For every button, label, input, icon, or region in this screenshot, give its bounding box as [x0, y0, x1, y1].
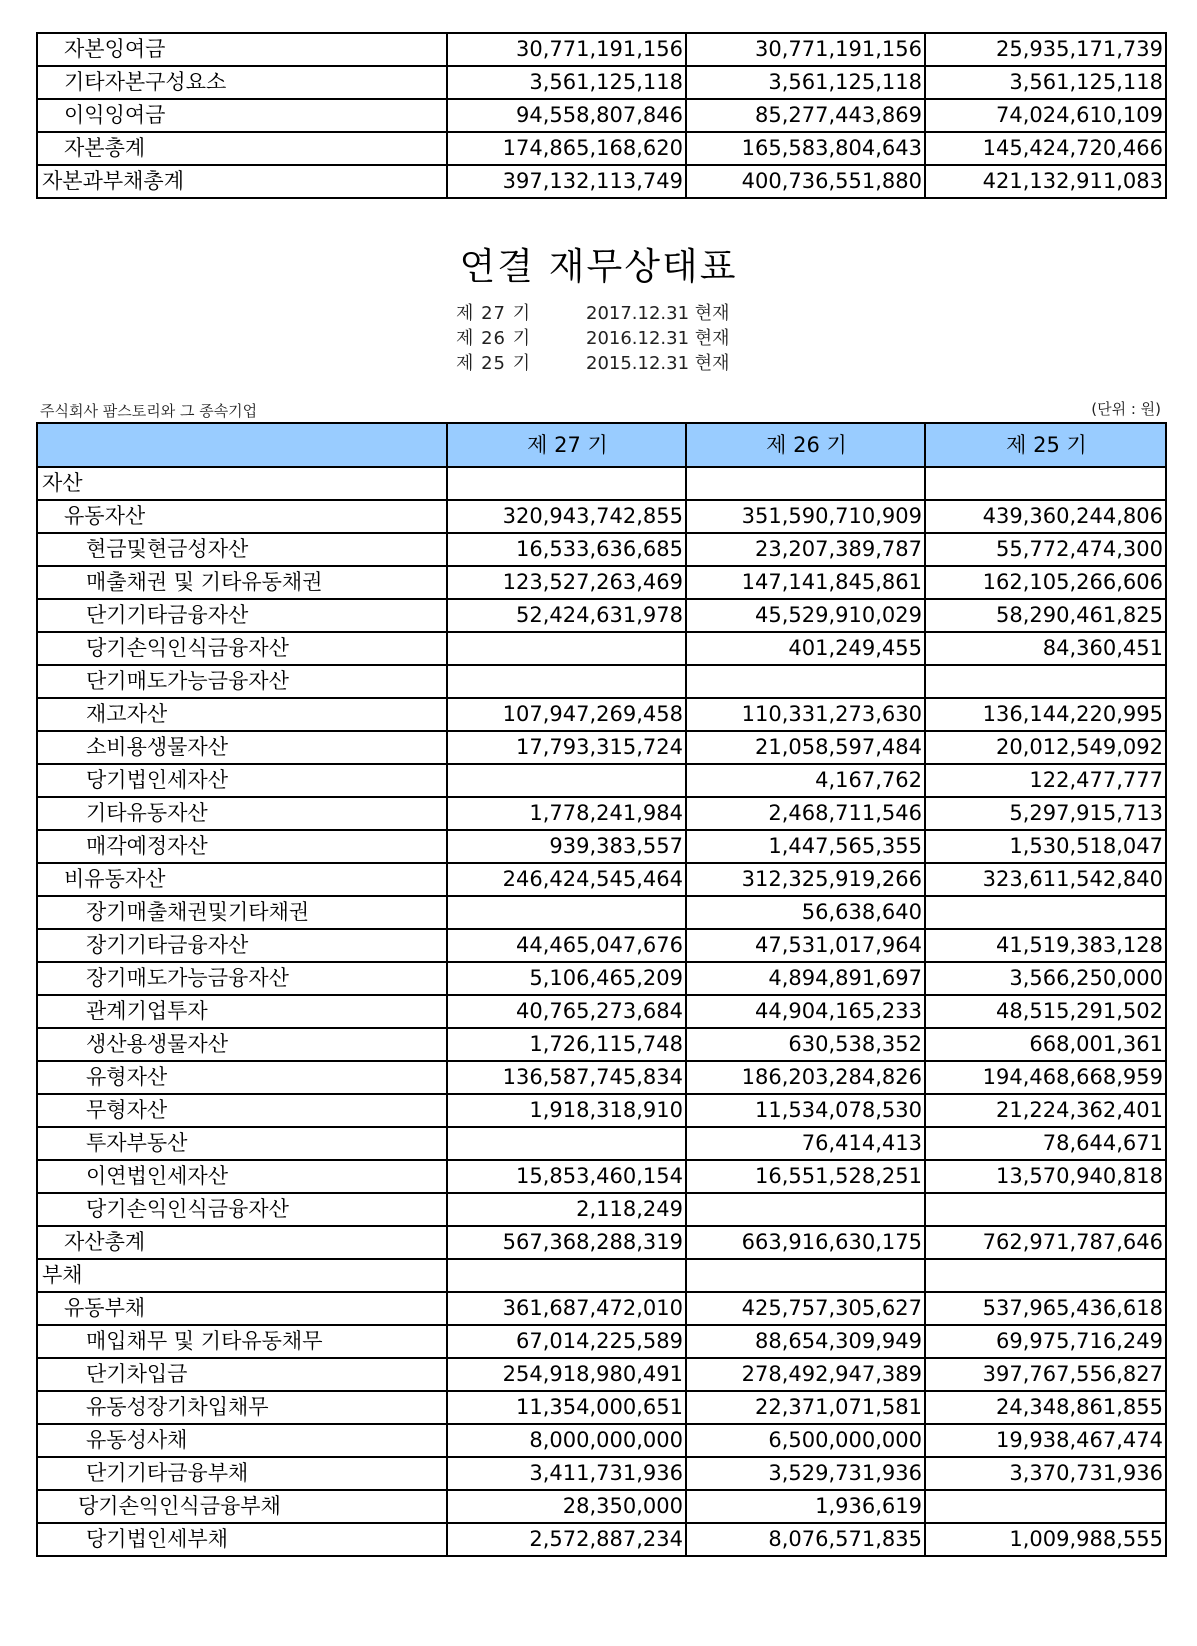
- value-cell: 2,468,711,546: [686, 797, 925, 830]
- value-cell: 4,167,762: [686, 764, 925, 797]
- table-row: [37, 66, 1166, 99]
- equity-summary-table: [36, 32, 1167, 199]
- value-cell: 47,531,017,964: [686, 929, 925, 962]
- value-cell: 44,904,165,233: [686, 995, 925, 1028]
- value-cell: 28,350,000: [447, 1490, 686, 1523]
- table-row: [37, 1127, 1166, 1160]
- value-cell: 400,736,551,880: [686, 165, 925, 198]
- table-row: [37, 731, 1166, 764]
- table-row: [37, 566, 1166, 599]
- value-cell: 23,207,389,787: [686, 533, 925, 566]
- value-cell: [925, 665, 1166, 698]
- table-row: [37, 467, 1166, 500]
- value-cell: 48,515,291,502: [925, 995, 1166, 1028]
- value-cell: 537,965,436,618: [925, 1292, 1166, 1325]
- value-cell: 78,644,671: [925, 1127, 1166, 1160]
- value-cell: 3,561,125,118: [686, 66, 925, 99]
- value-cell: 24,348,861,855: [925, 1391, 1166, 1424]
- value-cell: 8,000,000,000: [447, 1424, 686, 1457]
- table-row: [37, 1226, 1166, 1259]
- period-number: 제 27 기: [456, 303, 532, 324]
- value-cell: 110,331,273,630: [686, 698, 925, 731]
- row-label: 단기기타금융자산: [37, 599, 447, 632]
- value-cell: 136,587,745,834: [447, 1061, 686, 1094]
- row-label: 유동성사채: [37, 1424, 447, 1457]
- row-label: 투자부동산: [37, 1127, 447, 1160]
- row-label: 유동자산: [37, 500, 447, 533]
- row-label: 자산: [37, 467, 447, 500]
- value-cell: 351,590,710,909: [686, 500, 925, 533]
- value-cell: 123,527,263,469: [447, 566, 686, 599]
- row-label: 당기손익인식금융부채: [37, 1490, 447, 1523]
- value-cell: 320,943,742,855: [447, 500, 686, 533]
- row-label: 매입채무 및 기타유동채무: [37, 1325, 447, 1358]
- value-cell: 1,936,619: [686, 1490, 925, 1523]
- page-title: 연결 재무상태표: [459, 245, 738, 288]
- table-row: [37, 830, 1166, 863]
- value-cell: [925, 1259, 1166, 1292]
- value-cell: 663,916,630,175: [686, 1226, 925, 1259]
- value-cell: 107,947,269,458: [447, 698, 686, 731]
- value-cell: 194,468,668,959: [925, 1061, 1166, 1094]
- table-row: [37, 863, 1166, 896]
- table-row: [37, 99, 1166, 132]
- period-line: [456, 327, 776, 351]
- row-label: 당기법인세부채: [37, 1523, 447, 1556]
- value-cell: 25,935,171,739: [925, 33, 1166, 66]
- value-cell: 145,424,720,466: [925, 132, 1166, 165]
- value-cell: 55,772,474,300: [925, 533, 1166, 566]
- row-label: 당기손익인식금융자산: [37, 632, 447, 665]
- value-cell: 8,076,571,835: [686, 1523, 925, 1556]
- header-cell: [37, 423, 447, 467]
- value-cell: 74,024,610,109: [925, 99, 1166, 132]
- period-number: 제 25 기: [456, 353, 532, 374]
- value-cell: 5,106,465,209: [447, 962, 686, 995]
- row-label: 장기기타금융자산: [37, 929, 447, 962]
- table-row: [37, 797, 1166, 830]
- value-cell: 165,583,804,643: [686, 132, 925, 165]
- row-label: 자본총계: [37, 132, 447, 165]
- value-cell: 40,765,273,684: [447, 995, 686, 1028]
- value-cell: 174,865,168,620: [447, 132, 686, 165]
- value-cell: [925, 1490, 1166, 1523]
- table-row: [37, 165, 1166, 198]
- row-label: 기타유동자산: [37, 797, 447, 830]
- value-cell: 312,325,919,266: [686, 863, 925, 896]
- row-label: 자본잉여금: [37, 33, 447, 66]
- value-cell: 3,411,731,936: [447, 1457, 686, 1490]
- row-label: 자본과부채총계: [37, 165, 447, 198]
- value-cell: 162,105,266,606: [925, 566, 1166, 599]
- row-label: 자산총계: [37, 1226, 447, 1259]
- header-cell: 제 27 기: [447, 423, 686, 467]
- value-cell: 421,132,911,083: [925, 165, 1166, 198]
- value-cell: [686, 1193, 925, 1226]
- table-header-row: [37, 423, 1166, 467]
- row-label: 유형자산: [37, 1061, 447, 1094]
- table-row: [37, 1193, 1166, 1226]
- row-label: 당기법인세자산: [37, 764, 447, 797]
- table-row: [37, 1523, 1166, 1556]
- value-cell: 136,144,220,995: [925, 698, 1166, 731]
- value-cell: 5,297,915,713: [925, 797, 1166, 830]
- period-date: 2017.12.31 현재: [586, 303, 730, 324]
- row-label: 단기기타금융부채: [37, 1457, 447, 1490]
- table-row: [37, 1061, 1166, 1094]
- table-row: [37, 698, 1166, 731]
- value-cell: 278,492,947,389: [686, 1358, 925, 1391]
- value-cell: 361,687,472,010: [447, 1292, 686, 1325]
- row-label: 비유동자산: [37, 863, 447, 896]
- value-cell: 58,290,461,825: [925, 599, 1166, 632]
- table-row: [37, 896, 1166, 929]
- table-row: [37, 599, 1166, 632]
- row-label: 매출채권 및 기타유동채권: [37, 566, 447, 599]
- value-cell: 6,500,000,000: [686, 1424, 925, 1457]
- value-cell: [925, 467, 1166, 500]
- value-cell: 567,368,288,319: [447, 1226, 686, 1259]
- table-row: [37, 1094, 1166, 1127]
- row-label: 기타자본구성요소: [37, 66, 447, 99]
- value-cell: [686, 467, 925, 500]
- value-cell: 30,771,191,156: [686, 33, 925, 66]
- value-cell: 1,009,988,555: [925, 1523, 1166, 1556]
- value-cell: 16,533,636,685: [447, 533, 686, 566]
- balance-sheet-table: [36, 422, 1167, 1557]
- value-cell: 1,918,318,910: [447, 1094, 686, 1127]
- value-cell: 88,654,309,949: [686, 1325, 925, 1358]
- period-line: [456, 352, 776, 376]
- value-cell: [447, 632, 686, 665]
- row-label: 관계기업투자: [37, 995, 447, 1028]
- value-cell: 11,354,000,651: [447, 1391, 686, 1424]
- value-cell: 3,529,731,936: [686, 1457, 925, 1490]
- table-row: [37, 33, 1166, 66]
- row-label: 무형자산: [37, 1094, 447, 1127]
- row-label: 단기차입금: [37, 1358, 447, 1391]
- table-row: [37, 1325, 1166, 1358]
- period-line: [456, 302, 776, 326]
- table-row: [37, 632, 1166, 665]
- value-cell: 3,561,125,118: [447, 66, 686, 99]
- value-cell: 20,012,549,092: [925, 731, 1166, 764]
- value-cell: 147,141,845,861: [686, 566, 925, 599]
- value-cell: 397,767,556,827: [925, 1358, 1166, 1391]
- value-cell: [447, 1259, 686, 1292]
- value-cell: 3,561,125,118: [925, 66, 1166, 99]
- period-date: 2015.12.31 현재: [586, 353, 730, 374]
- value-cell: 939,383,557: [447, 830, 686, 863]
- value-cell: 630,538,352: [686, 1028, 925, 1061]
- value-cell: [447, 665, 686, 698]
- row-label: 이연법인세자산: [37, 1160, 447, 1193]
- value-cell: 1,530,518,047: [925, 830, 1166, 863]
- value-cell: 21,058,597,484: [686, 731, 925, 764]
- value-cell: 397,132,113,749: [447, 165, 686, 198]
- value-cell: 84,360,451: [925, 632, 1166, 665]
- table-row: [37, 764, 1166, 797]
- value-cell: [925, 1193, 1166, 1226]
- value-cell: 30,771,191,156: [447, 33, 686, 66]
- table-row: [37, 1292, 1166, 1325]
- value-cell: 19,938,467,474: [925, 1424, 1166, 1457]
- table-row: [37, 500, 1166, 533]
- table-row: [37, 132, 1166, 165]
- table-row: [37, 1457, 1166, 1490]
- period-number: 제 26 기: [456, 328, 532, 349]
- value-cell: 3,566,250,000: [925, 962, 1166, 995]
- value-cell: [925, 896, 1166, 929]
- row-label: 장기매출채권및기타채권: [37, 896, 447, 929]
- table-row: [37, 533, 1166, 566]
- unit-label: (단위 : 원): [1091, 400, 1161, 418]
- value-cell: 439,360,244,806: [925, 500, 1166, 533]
- row-label: 장기매도가능금융자산: [37, 962, 447, 995]
- value-cell: 186,203,284,826: [686, 1061, 925, 1094]
- value-cell: 13,570,940,818: [925, 1160, 1166, 1193]
- value-cell: 2,572,887,234: [447, 1523, 686, 1556]
- row-label: 소비용생물자산: [37, 731, 447, 764]
- row-label: 재고자산: [37, 698, 447, 731]
- value-cell: 4,894,891,697: [686, 962, 925, 995]
- value-cell: [447, 1127, 686, 1160]
- value-cell: 85,277,443,869: [686, 99, 925, 132]
- value-cell: 425,757,305,627: [686, 1292, 925, 1325]
- value-cell: 2,118,249: [447, 1193, 686, 1226]
- value-cell: [686, 665, 925, 698]
- value-cell: 67,014,225,589: [447, 1325, 686, 1358]
- value-cell: 254,918,980,491: [447, 1358, 686, 1391]
- value-cell: 11,534,078,530: [686, 1094, 925, 1127]
- value-cell: 1,726,115,748: [447, 1028, 686, 1061]
- table-row: [37, 1028, 1166, 1061]
- value-cell: 16,551,528,251: [686, 1160, 925, 1193]
- value-cell: 94,558,807,846: [447, 99, 686, 132]
- row-label: 당기손익인식금융자산: [37, 1193, 447, 1226]
- row-label: 유동성장기차입채무: [37, 1391, 447, 1424]
- value-cell: 56,638,640: [686, 896, 925, 929]
- value-cell: 122,477,777: [925, 764, 1166, 797]
- value-cell: 41,519,383,128: [925, 929, 1166, 962]
- value-cell: 76,414,413: [686, 1127, 925, 1160]
- value-cell: 246,424,545,464: [447, 863, 686, 896]
- value-cell: 15,853,460,154: [447, 1160, 686, 1193]
- value-cell: [447, 467, 686, 500]
- table-row: [37, 929, 1166, 962]
- header-cell: 제 26 기: [686, 423, 925, 467]
- row-label: 유동부채: [37, 1292, 447, 1325]
- row-label: 매각예정자산: [37, 830, 447, 863]
- table-row: [37, 962, 1166, 995]
- table-row: [37, 665, 1166, 698]
- table-row: [37, 1424, 1166, 1457]
- table-row: [37, 1160, 1166, 1193]
- value-cell: 1,778,241,984: [447, 797, 686, 830]
- row-label: 단기매도가능금융자산: [37, 665, 447, 698]
- value-cell: 1,447,565,355: [686, 830, 925, 863]
- value-cell: 668,001,361: [925, 1028, 1166, 1061]
- header-cell: 제 25 기: [925, 423, 1166, 467]
- value-cell: 44,465,047,676: [447, 929, 686, 962]
- table-row: [37, 1259, 1166, 1292]
- company-name: 주식회사 팜스토리와 그 종속기업: [40, 402, 258, 420]
- value-cell: 3,370,731,936: [925, 1457, 1166, 1490]
- table-row: [37, 1490, 1166, 1523]
- value-cell: [447, 764, 686, 797]
- table-row: [37, 995, 1166, 1028]
- value-cell: 762,971,787,646: [925, 1226, 1166, 1259]
- table-row: [37, 1391, 1166, 1424]
- value-cell: 17,793,315,724: [447, 731, 686, 764]
- value-cell: 52,424,631,978: [447, 599, 686, 632]
- value-cell: [686, 1259, 925, 1292]
- value-cell: [447, 896, 686, 929]
- value-cell: 21,224,362,401: [925, 1094, 1166, 1127]
- row-label: 부채: [37, 1259, 447, 1292]
- value-cell: 69,975,716,249: [925, 1325, 1166, 1358]
- table-row: [37, 1358, 1166, 1391]
- value-cell: 401,249,455: [686, 632, 925, 665]
- row-label: 생산용생물자산: [37, 1028, 447, 1061]
- value-cell: 323,611,542,840: [925, 863, 1166, 896]
- row-label: 이익잉여금: [37, 99, 447, 132]
- row-label: 현금및현금성자산: [37, 533, 447, 566]
- value-cell: 22,371,071,581: [686, 1391, 925, 1424]
- value-cell: 45,529,910,029: [686, 599, 925, 632]
- period-date: 2016.12.31 현재: [586, 328, 730, 349]
